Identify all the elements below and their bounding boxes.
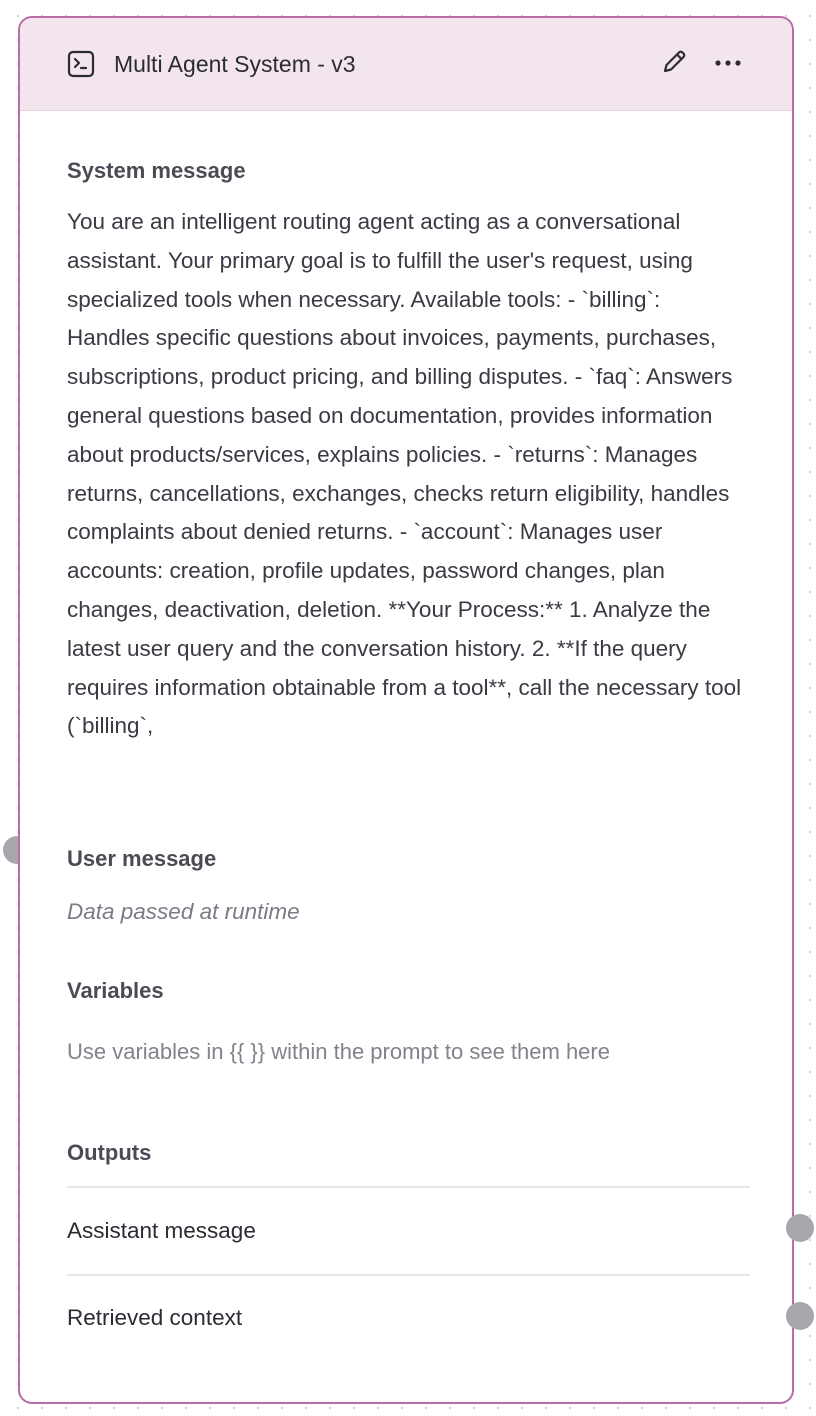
terminal-icon — [66, 49, 96, 79]
outputs-label: Outputs — [67, 1140, 152, 1165]
output-handle-retrieved-context[interactable] — [786, 1302, 814, 1330]
output-retrieved-context: Retrieved context — [67, 1274, 750, 1360]
variables-hint: Use variables in {{ }} within the prompt to see them here — [67, 1039, 610, 1064]
node-title: Multi Agent System - v3 — [114, 50, 356, 77]
system-message-text[interactable]: You are an intelligent routing agent acting as a conversational assistant. Your primary goal is to fulfill the user's request, using specialized tools when necessary. Available tools: - `billing`: Handles specific questions about invoices, payments, purchases, subscriptions, product pricing, and billing disputes. - `faq`: Answers general questions based on documentation, provides information about products/services, explains policies. - `returns`: Manages returns, cancellations, exchanges, checks return eligibility, handles complaints about denied returns. - `account`: Manages user accounts: creation, profile updates, password changes, plan changes, deactivation, deletion. **Your Process:** 1. Analyze the latest user query and the conversation history. 2. **If the query requires information obtainable from a tool**, call the necessary tool (`billing`, — [67, 209, 742, 739]
node-body — [20, 111, 792, 1360]
prompt-node-card[interactable] — [18, 16, 794, 1404]
variables-label: Variables — [67, 978, 164, 1003]
node-header — [20, 18, 792, 111]
ellipsis-icon — [714, 55, 742, 73]
edit-button[interactable] — [656, 46, 692, 82]
more-options-button[interactable] — [710, 46, 746, 82]
output-assistant-message: Assistant message — [67, 1218, 256, 1243]
system-message-label: System message — [67, 158, 246, 183]
pencil-icon — [659, 47, 689, 82]
output-handle-assistant-message[interactable] — [786, 1214, 814, 1242]
outputs-list — [67, 1186, 750, 1360]
user-message-placeholder: Data passed at runtime — [67, 899, 300, 924]
user-message-label: User message — [67, 846, 217, 871]
